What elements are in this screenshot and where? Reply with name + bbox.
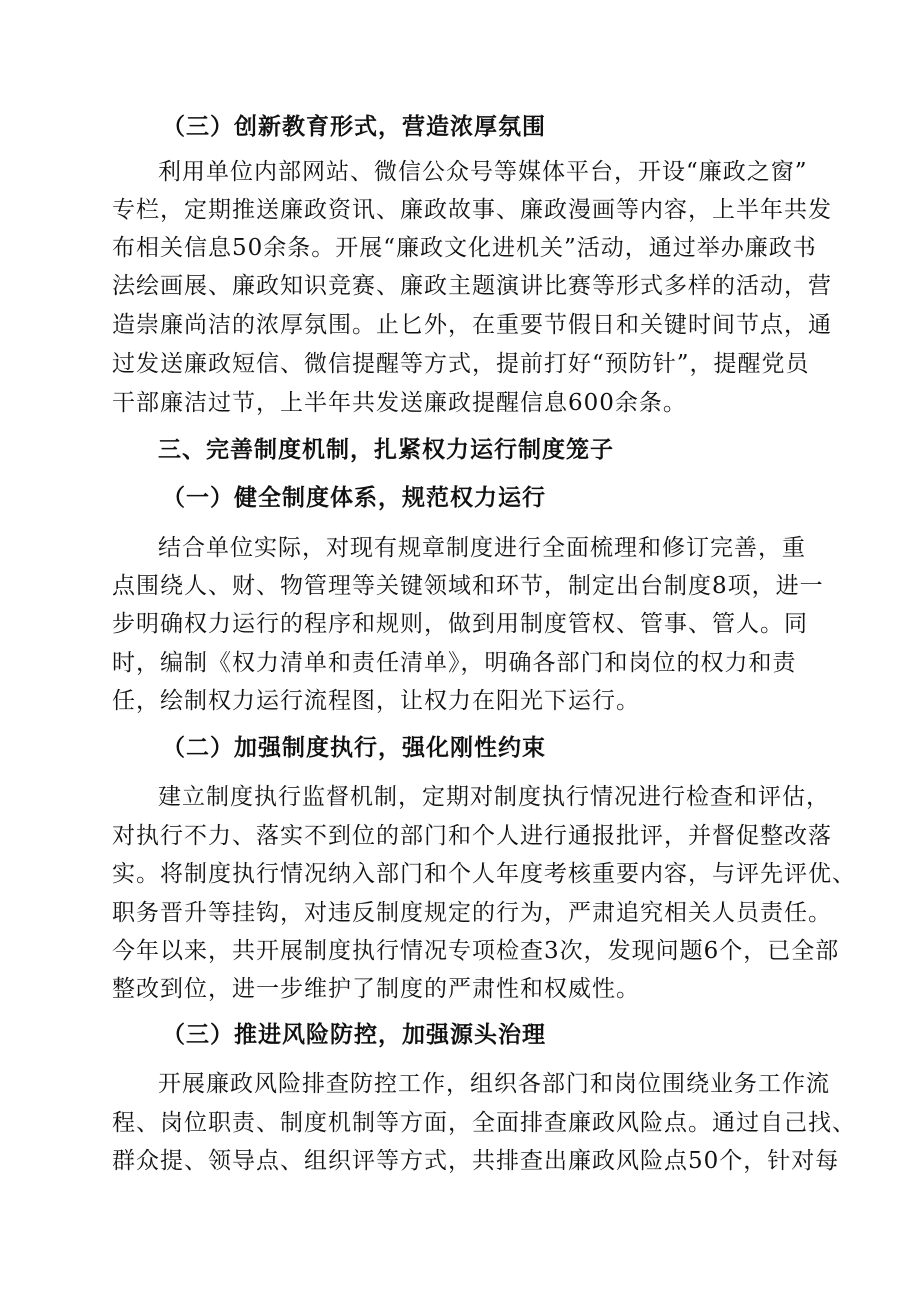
paragraph-line: 点围绕人、财、物管理等关键领域和环节，制定出台制度8项，进一 <box>112 573 824 599</box>
subheading-risk-control: （三）推进风险防控，加强源头治理 <box>162 1022 546 1048</box>
paragraph-line: 任，绘制权力运行流程图，让权力在阳光下运行。 <box>112 688 640 714</box>
paragraph-line: 实。将制度执行情况纳入部门和个人年度考核重要内容，与评先评优、 <box>112 861 856 887</box>
subheading-improve-system: （一）健全制度体系，规范权力运行 <box>162 485 546 511</box>
paragraph-line: 群众提、领导点、组织评等方式，共排查出廉政风险点50个，针对每 <box>112 1148 840 1174</box>
subheading-innovate-education: （三）创新教育形式，营造浓厚氛围 <box>162 114 546 140</box>
paragraph-line: 程、岗位职责、制度机制等方面，全面排查廉政风险点。通过自己找、 <box>112 1110 856 1136</box>
paragraph-line: 职务晋升等挂钩，对违反制度规定的行为，严肃追究相关人员责任。 <box>112 900 832 926</box>
paragraph-line: 步明确权力运行的程序和规则，做到用制度管权、管事、管人。同 <box>112 611 808 637</box>
paragraph-line: 时，编制《权力清单和责任清单》，明确各部门和岗位的权力和责 <box>112 650 797 676</box>
section-heading-three: 三、完善制度机制，扎紧权力运行制度笼子 <box>158 437 614 463</box>
paragraph-line: 对执行不力、落实不到位的部门和个人进行通报批评，并督促整改落 <box>112 823 832 849</box>
paragraph-line: 干部廉洁过节，上半年共发送廉政提醒信息600余条。 <box>112 390 687 416</box>
paragraph-line: 今年以来，共开展制度执行情况专项检查3次，发现问题6个，已全部 <box>112 938 840 964</box>
paragraph-line: 结合单位实际，对现有规章制度进行全面梳理和修订完善，重 <box>158 535 806 561</box>
paragraph-line: 专栏，定期推送廉政资讯、廉政故事、廉政漫画等内容，上半年共发 <box>112 197 832 223</box>
paragraph-line: 利用单位内部网站、微信公众号等媒体平台，开设“廉政之窗” <box>158 159 808 185</box>
paragraph-line: 法绘画展、廉政知识竞赛、廉政主题演讲比赛等形式多样的活动，营 <box>112 273 832 299</box>
paragraph-line: 过发送廉政短信、微信提醒等方式，提前打好“预防针”，提醒党员 <box>112 351 810 377</box>
subheading-enforce-system: （二）加强制度执行，强化刚性约束 <box>162 735 546 761</box>
paragraph-line: 造崇廉尚洁的浓厚氛围。止匕外，在重要节假日和关键时间节点，通 <box>112 312 832 338</box>
paragraph-line: 开展廉政风险排查防控工作，组织各部门和岗位围绕业务工作流 <box>158 1071 830 1097</box>
paragraph-line: 整改到位，进一步维护了制度的严肃性和权威性。 <box>112 976 640 1002</box>
paragraph-line: 布相关信息50余条。开展“廉政文化进机关”活动，通过举办廉政书 <box>112 235 817 261</box>
paragraph-line: 建立制度执行监督机制，定期对制度执行情况进行检查和评估， <box>158 784 830 810</box>
